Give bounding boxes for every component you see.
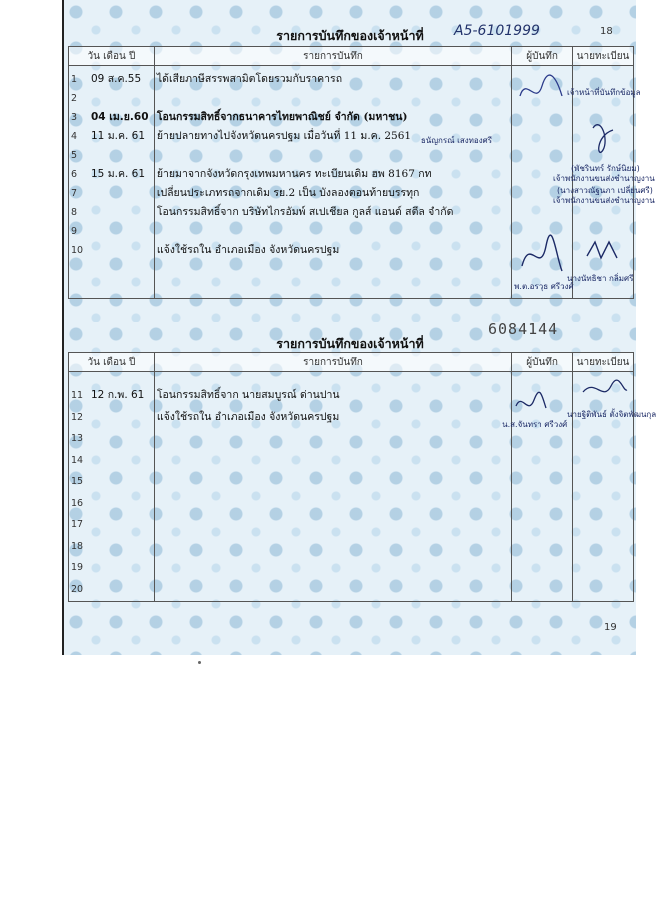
entry-column (154, 66, 511, 299)
page-number: 19 (604, 622, 617, 633)
recorder-name: พ.ต.อรวุธ ศรีวงศ์ (514, 282, 574, 291)
column-header-date: วัน เดือน ปี (69, 353, 155, 372)
entries-table (68, 46, 655, 299)
column-header-recorder: ผู้บันทึก (512, 47, 573, 66)
column-header-recorder: ผู้บันทึก (512, 353, 573, 372)
column-header-registrar: นายทะเบียน (573, 353, 634, 372)
column-header-date: วัน เดือน ปี (69, 47, 155, 66)
entry-date: 15 ม.ค. 61 (91, 168, 146, 180)
entry-text: โอนกรรมสิทธิ์จาก นายสมบูรณ์ ด่านปาน (156, 389, 340, 401)
entry-text: โอนกรรมสิทธิ์จากธนาคารไทยพาณิชย์ จำกัด (มหาชน) (156, 111, 408, 123)
registrar-name: นายฐิติพันธ์ ตั้งจิตพัฒนกุล (567, 410, 656, 419)
line-row: 5 (71, 150, 78, 161)
date-column: 11 12 ก.พ. 61 12 13 14 15 16 17 18 19 20 (69, 372, 155, 602)
register-page-19 (62, 320, 656, 655)
entry-text: เปลี่ยนประเภทรถจากเดิม รย.2 เป็น บังลองตอนท้ายบรรทุก (156, 187, 420, 199)
column-header-entry: รายการบันทึก (154, 47, 511, 66)
entry-text: ย้ายปลายทางไปจังหวัดนครปฐม เมื่อวันที่ 11 ม.ค. 2561 (156, 130, 412, 142)
date-column (69, 66, 155, 299)
line-row: 3 04 เม.ย.60 (69, 108, 154, 127)
stamp-number: 6084144 (488, 320, 559, 338)
page-number: 18 (600, 26, 613, 37)
handwritten-number: A5-6101999 (454, 23, 540, 39)
registrar-column: เจ้าหน้าที่บันทึกข้อมูล (พัชรินทร์ รักษ์นิยม) เจ้าพนักงานขนส่งชำนาญงาน (นางสาวณัฐนภา เปลี่ยนศรี) เจ้าพนักงานขนส่งชำนาญงาน นางนัทธิชา กลิ่มศรี (573, 66, 634, 299)
registrar-column (567, 372, 656, 602)
entry-date: 04 เม.ย.60 (91, 111, 149, 123)
entry-text: ได้เสียภาษีสรรพสามิตโดยรวมกับราคารถ (156, 73, 343, 85)
entry-date: 09 ส.ค.55 (91, 73, 142, 85)
register-page-18 (62, 0, 655, 330)
line-row: 1 09 ส.ค.55 (69, 70, 154, 89)
entry-text: โอนกรรมสิทธิ์จาก บริษัทไกรอัมพ์ สเปเชียล กูลส์ แอนด์ สตีล จำกัด (156, 206, 454, 218)
entry-text: แจ้งใช้รถใน อำเภอเมือง จังหวัดนครปฐม (156, 244, 340, 256)
column-header-entry: รายการบันทึก (154, 353, 511, 372)
scan-speck (198, 661, 201, 664)
entry-date: 12 ก.พ. 61 (91, 389, 145, 401)
entry-date: 11 ม.ค. 61 (91, 130, 146, 142)
page-heading: รายการบันทึกของเจ้าหน้าที่ (276, 336, 424, 351)
line-row: 6 15 ม.ค. 61 (69, 165, 154, 184)
recorder-name: ธนัญกรณ์ เสงทองศรี (420, 136, 493, 145)
entry-text: แจ้งใช้รถใน อำเภอเมือง จังหวัดนครปฐม (156, 410, 340, 423)
signature-marks (512, 372, 572, 452)
line-row: 2 (71, 93, 78, 104)
entry-column (154, 372, 511, 602)
page-heading: รายการบันทึกของเจ้าหน้าที่ (276, 28, 424, 43)
recorder-name: น.ส.จันทรา ศรีวงศ์ (502, 420, 568, 429)
column-header-registrar: นายทะเบียน (573, 47, 634, 66)
line-row: 9 (71, 226, 78, 237)
recorder-column (502, 372, 573, 602)
line-row: 8 (71, 207, 78, 218)
registrar-name: นางนัทธิชา กลิ่มศรี (567, 274, 634, 283)
entry-text: ย้ายมาจากจังหวัดกรุงเทพมหานคร ทะเบียนเดิม ฮพ 8167 กท (156, 168, 432, 180)
entries-table (68, 352, 656, 602)
line-row: 4 11 ม.ค. 61 (69, 127, 154, 146)
line-row: 10 (71, 245, 84, 256)
line-row: 7 (71, 188, 78, 199)
